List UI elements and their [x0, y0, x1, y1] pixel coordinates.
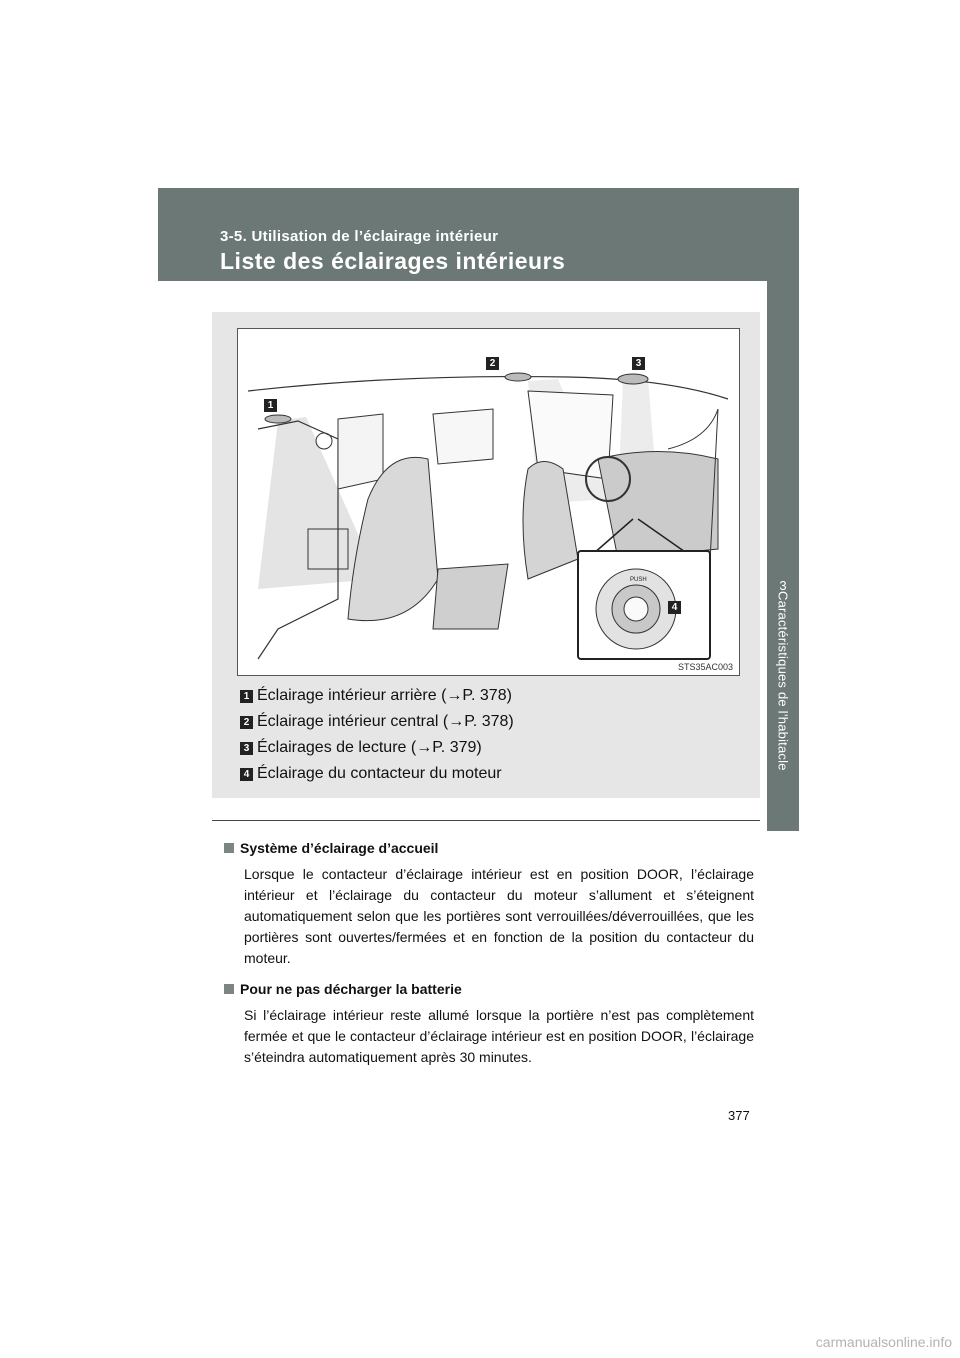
legend-badge: 3	[240, 742, 253, 755]
ignition-center	[624, 597, 648, 621]
rear-lamp-shape	[265, 415, 291, 423]
roof-line	[248, 377, 728, 399]
figure-badge-1: 1	[264, 399, 277, 412]
legend-text: Éclairage intérieur central (→P. 378)	[257, 713, 514, 730]
legend-text: Éclairages de lecture (→P. 379)	[257, 739, 482, 756]
note-heading	[224, 981, 754, 997]
note-body: Si l’éclairage intérieur reste allumé lorsque la portière n’est pas complètement fermée et que le contacteur d’éclairage intérieur est en position DOOR, l’éclairage s’éteindra automatiquement après 30 minutes.	[244, 1007, 754, 1065]
rear-window	[338, 414, 383, 489]
note-heading	[224, 840, 754, 856]
chapter-number: 3	[779, 578, 787, 593]
dashboard	[598, 452, 718, 560]
central-lamp-shape	[505, 373, 531, 381]
legend-badge: 4	[240, 768, 253, 781]
figure-badge-3: 3	[632, 357, 645, 370]
note-heading-text: Pour ne pas décharger la batterie	[240, 981, 462, 997]
figure-legend	[240, 683, 514, 787]
chapter-label: Caractéristiques de l’habitacle	[775, 591, 791, 771]
interior-illustration	[237, 328, 740, 676]
figure-badge-2: 2	[486, 357, 499, 370]
page-number: 377	[728, 1108, 750, 1123]
figure-badge-4: 4	[668, 601, 681, 614]
section-divider	[212, 820, 760, 821]
chapter-side-tab	[767, 281, 799, 831]
speaker-circle	[316, 433, 332, 449]
ignition-label: PUSH	[630, 577, 647, 583]
note-heading-text: Système d’éclairage d’accueil	[240, 840, 439, 856]
page-title: Liste des éclairages intérieurs	[220, 248, 566, 274]
watermark: carmanualsonline.info	[815, 1334, 952, 1350]
notes-section	[224, 840, 754, 1080]
legend-item	[240, 735, 514, 761]
note-body: Lorsque le contacteur d’éclairage intérieur est en position DOOR, l’éclairage intérieur et l’éclairage du contacteur du moteur s’allument et s’éteignent automatiquement selon que les portières sont verrouillées/déverrouillées, que les portières sont ouvertes/fermées et en fonction de la position du contacteur du moteur.	[244, 866, 754, 966]
square-bullet-icon	[224, 843, 234, 853]
reading-lamp-shape	[618, 374, 648, 384]
chapter-header	[158, 188, 799, 281]
car-interior-drawing	[238, 329, 740, 676]
figure-code: STS35AC003	[677, 662, 733, 672]
legend-badge: 1	[240, 690, 253, 703]
legend-item	[240, 761, 514, 787]
legend-text: Éclairage intérieur arrière (→P. 378)	[257, 687, 512, 704]
section-title: 3-5. Utilisation de l’éclairage intérieur	[220, 228, 499, 245]
legend-item	[240, 683, 514, 709]
rear-seat-cushion	[433, 564, 508, 629]
side-window	[433, 409, 493, 464]
square-bullet-icon	[224, 984, 234, 994]
legend-item	[240, 709, 514, 735]
legend-badge: 2	[240, 716, 253, 729]
legend-text: Éclairage du contacteur du moteur	[257, 765, 502, 782]
